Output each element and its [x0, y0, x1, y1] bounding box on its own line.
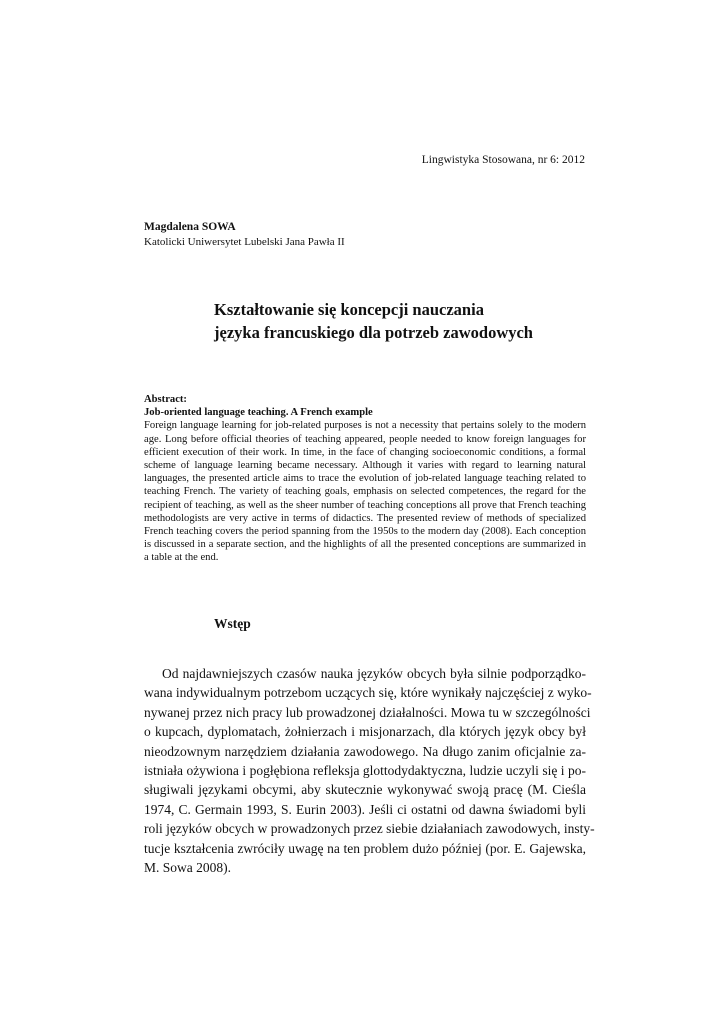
paragraph-line: wana indywidualnym potrzebom uczących się, które wynikały najczęściej z wyko- [144, 685, 592, 701]
paragraph-line: sługiwali językami obcymi, aby skutecznie wykonywać swoją pracę (M. Cieśla [144, 782, 586, 798]
paragraph-line: M. Sowa 2008). [144, 860, 231, 876]
paragraph-line: Od najdawniejszych czasów nauka języków obcych była silnie podporządko- [162, 666, 586, 681]
author-affiliation: Katolicki Uniwersytet Lubelski Jana Pawła II [144, 236, 345, 248]
title-line-2: języka francuskiego dla potrzeb zawodowych [214, 323, 533, 342]
paragraph-line: nieodzownym narzędziem działania zawodowego. Na długo zanim oficjalnie za- [144, 743, 586, 759]
article-title [214, 298, 614, 344]
author-name: Magdalena SOWA [144, 221, 236, 233]
author-block [144, 220, 584, 250]
paragraph-line: nywanej przez nich pracy lub prowadzonej działalności. Mowa tu w szczególności [144, 704, 591, 720]
abstract-body: Foreign language learning for job-related purposes is not a necessity that pertains solely to the modern age. Long before official theories of teaching appeared, people needed to know foreign languages for efficient execution of their work. In time, in the face of changing socioeconomic conditions, a formal scheme of language learning became necessary. Although it varies with regard to learning natural languages, the presented article aims to trace the evolution of job-related language teaching related to teaching French. The variety of teaching goals, emphasis on selected competences, the regard for the recipient of teaching, as well as the sheer number of teaching conceptions all prove that French teaching methodologists are very active in terms of didactics. The presented review of methods of specialized French teaching covers the period spanning from the 1950s to the modern day (2008). Each conception is discussed in a separate section, and the highlights of all the presented conceptions are summarized in a table at the end. [144, 420, 586, 564]
paragraph-line: tucje kształcenia zwróciły uwagę na ten problem dużo później (por. E. Gajewska, [144, 840, 586, 856]
abstract-block [144, 393, 586, 565]
journal-header: Lingwistyka Stosowana, nr 6: 2012 [421, 154, 585, 166]
paragraph-line: o kupcach, dyplomatach, żołnierzach i misjonarzach, dla których język obcy był [144, 724, 586, 740]
paragraph-line: roli języków obcych w prowadzonych przez siebie działaniach zawodowych, insty- [144, 821, 595, 837]
abstract-heading: Abstract: [144, 394, 187, 405]
abstract-subtitle: Job-oriented language teaching. A French example [144, 407, 373, 419]
title-line-1: Kształtowanie się koncepcji nauczania [214, 300, 484, 319]
section-heading: Wstęp [214, 616, 251, 631]
paragraph-line: 1974, C. Germain 1993, S. Eurin 2003). Jeśli ci ostatni od dawna świadomi byli [144, 801, 586, 817]
intro-paragraph [144, 664, 595, 877]
paragraph-line: istniała ożywiona i pogłębiona refleksja glottodydaktyczna, ludzie uczyli się i po- [144, 763, 586, 779]
